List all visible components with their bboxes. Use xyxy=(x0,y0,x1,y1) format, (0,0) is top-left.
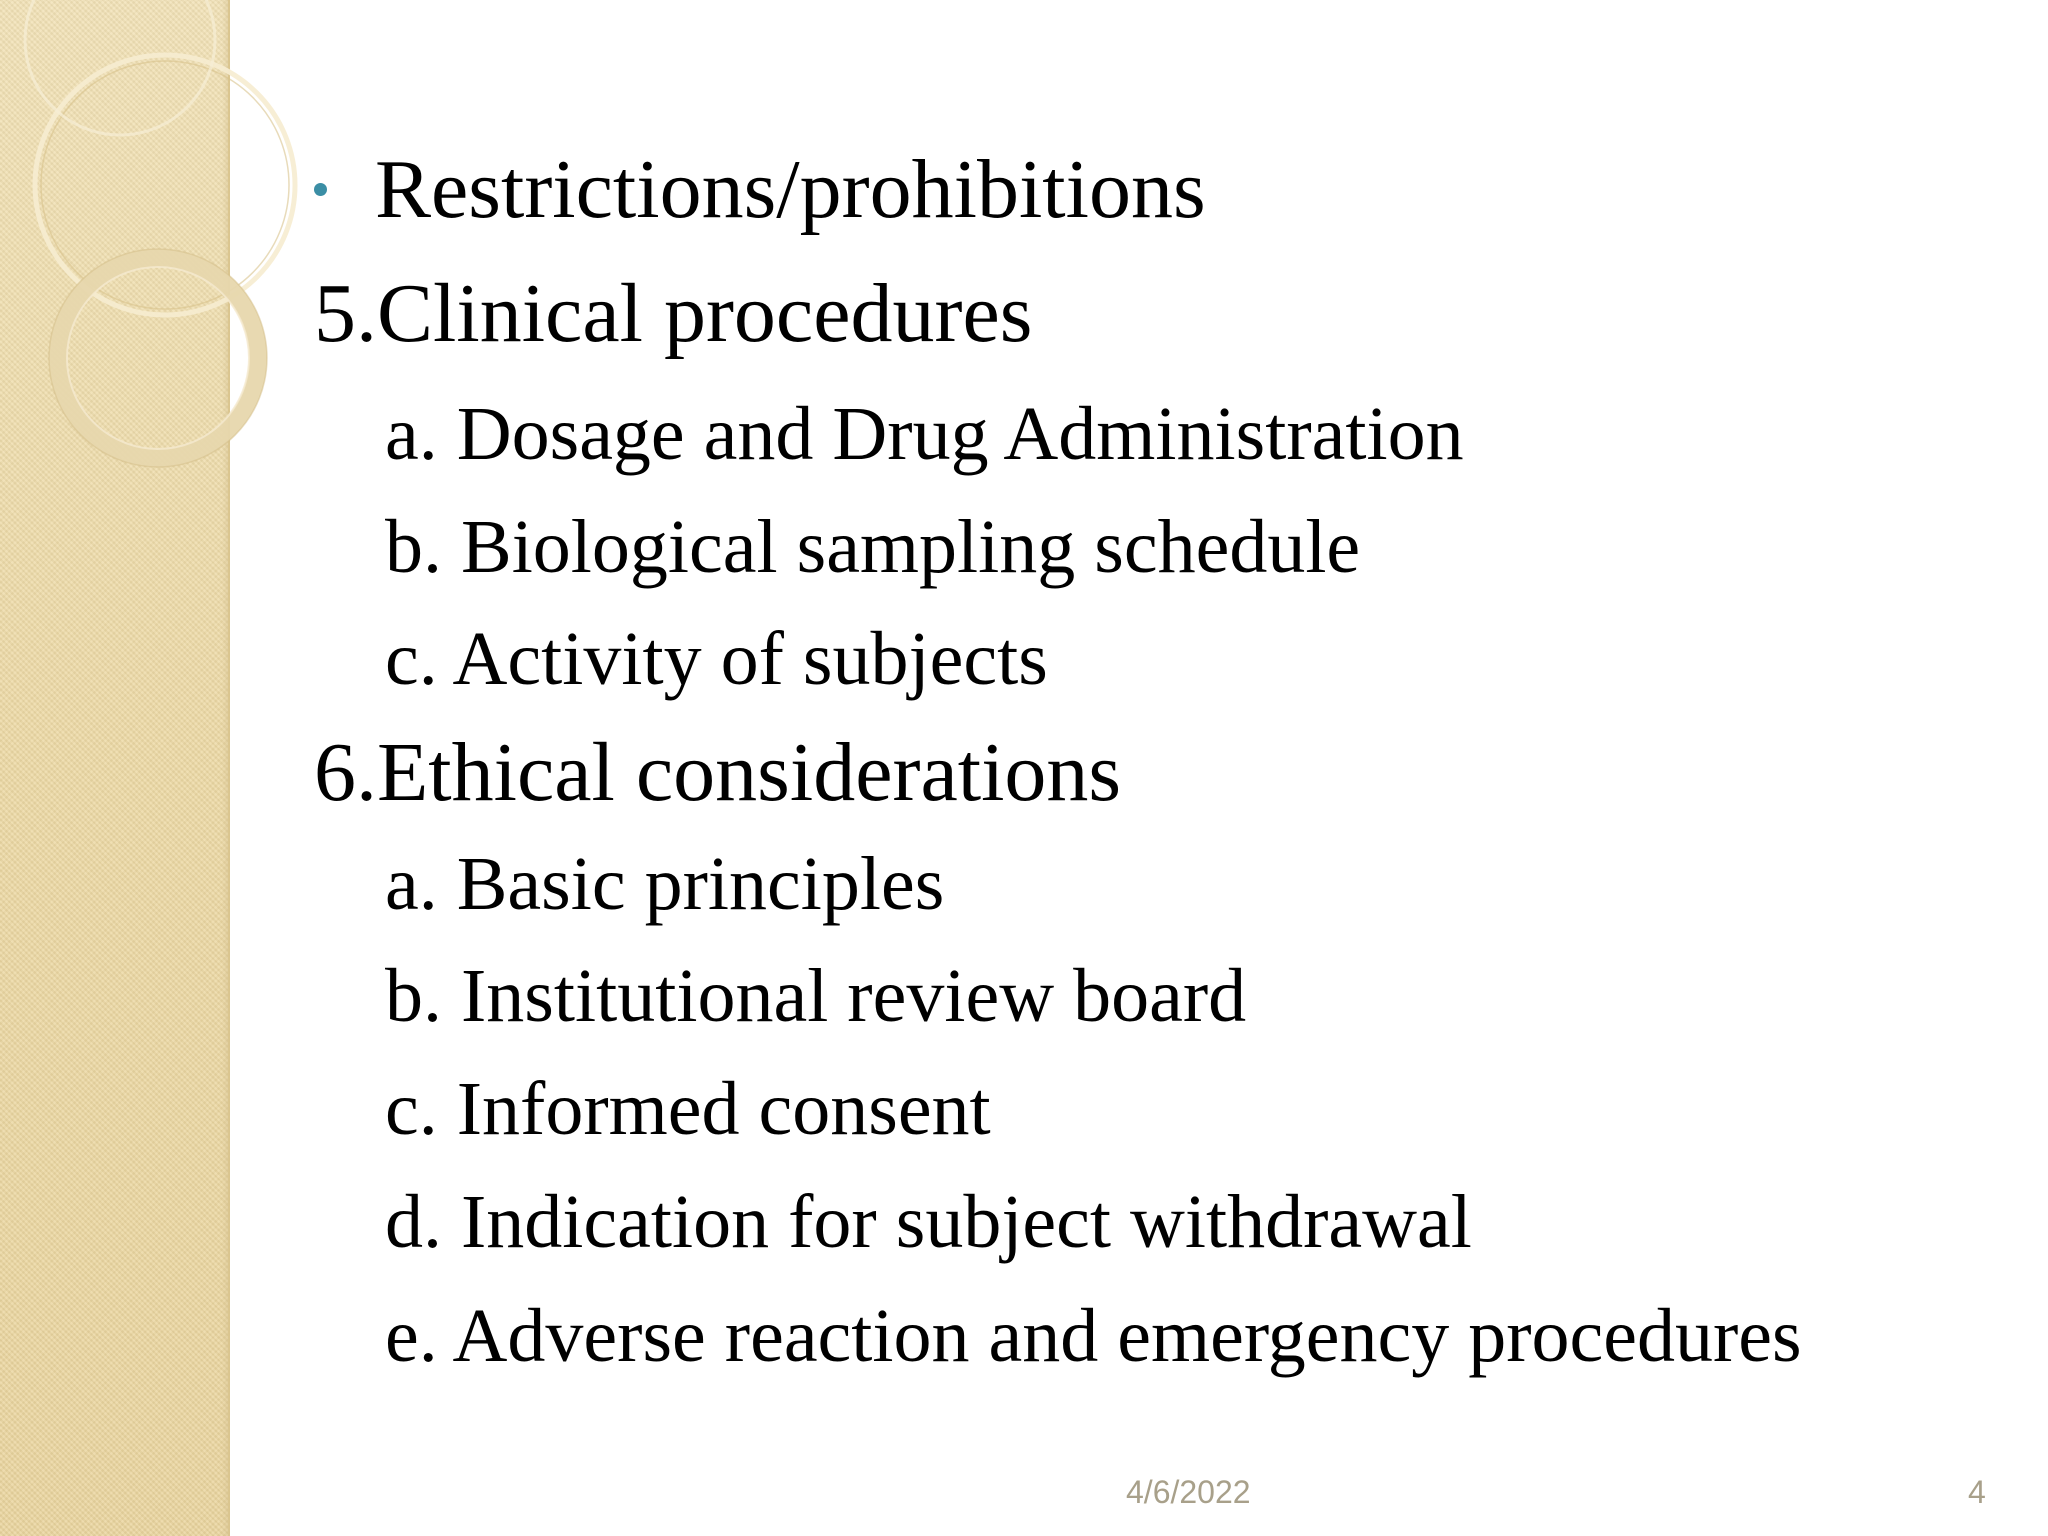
slide-number: 4 xyxy=(1968,1474,1986,1510)
clinical-procedures-heading: 5.Clinical procedures xyxy=(314,267,1033,360)
footer-date: 4/6/2022 xyxy=(1126,1474,1251,1510)
consent-item: c. Informed consent xyxy=(385,1067,991,1151)
round-bullet-icon xyxy=(314,183,327,196)
withdrawal-item: d. Indication for subject withdrawal xyxy=(385,1180,1472,1264)
sampling-item: b. Biological sampling schedule xyxy=(385,505,1361,589)
principles-item: a. Basic principles xyxy=(385,842,945,926)
dosage-item: a. Dosage and Drug Administration xyxy=(385,392,1464,476)
irb-item: b. Institutional review board xyxy=(385,954,1247,1038)
adverse-item: e. Adverse reaction and emergency procedures xyxy=(385,1294,1802,1378)
ethical-considerations-heading: 6.Ethical considerations xyxy=(314,726,1122,819)
activity-item: c. Activity of subjects xyxy=(385,617,1048,701)
restrictions-item: Restrictions/prohibitions xyxy=(375,143,1206,236)
